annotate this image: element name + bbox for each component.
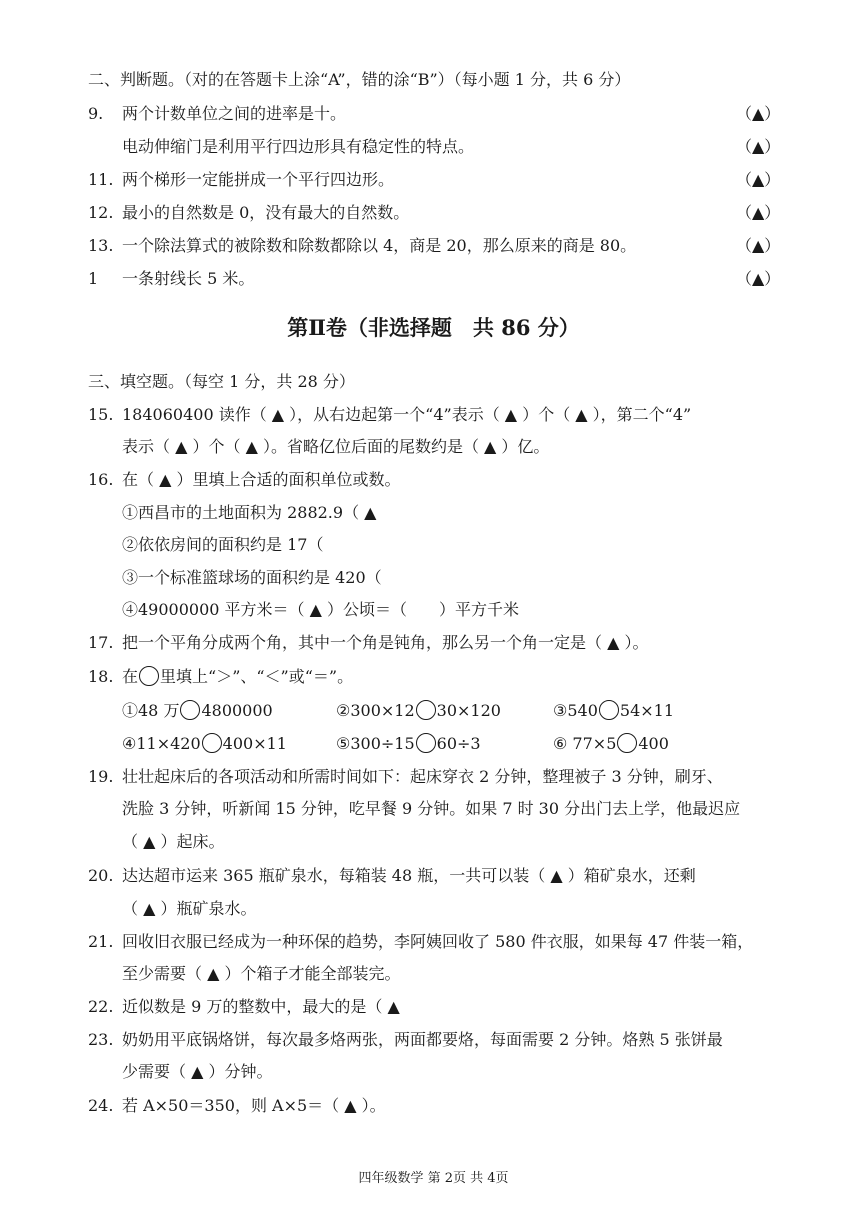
compare-right: 30×120 bbox=[436, 701, 501, 720]
question-15-line1 bbox=[88, 405, 691, 425]
question-19-line3: （ ▲ ）起床。 bbox=[122, 832, 225, 851]
question-23-line2: 少需要（ ▲ ）分钟。 bbox=[122, 1062, 273, 1081]
question-10 bbox=[88, 137, 474, 157]
question-21-line2: 至少需要（ ▲ ）个箱子才能全部装完。 bbox=[122, 964, 401, 983]
question-22 bbox=[88, 997, 400, 1017]
question-text: 一个除法算式的被除数和除数都除以 4，商是 20，那么原来的商是 80。 bbox=[122, 236, 637, 255]
question-21-line1 bbox=[88, 932, 753, 952]
question-14 bbox=[88, 269, 254, 289]
compare-left: ③540 bbox=[553, 701, 598, 720]
question-text: 把一个平角分成两个角，其中一个角是钝角，那么另一个角一定是（ ▲ ）。 bbox=[122, 633, 649, 652]
compare-item-1 bbox=[122, 700, 273, 721]
compare-left: ①48 万 bbox=[122, 701, 180, 720]
question-number: 12. bbox=[88, 203, 114, 222]
question-text: 两个计数单位之间的进率是十。 bbox=[122, 104, 347, 123]
question-13 bbox=[88, 236, 636, 256]
question-text: 回收旧衣服已经成为一种环保的趋势，李阿姨回收了 580 件衣服，如果每 47 件装一箱， bbox=[122, 932, 754, 951]
answer-mark: （▲） bbox=[736, 203, 781, 222]
compare-right: 400 bbox=[638, 734, 669, 753]
compare-circle-icon bbox=[599, 700, 619, 720]
question-20-line1 bbox=[88, 866, 696, 886]
question-16-sub2: ②依依房间的面积约是 17（ bbox=[122, 535, 324, 554]
question-number: 23. bbox=[88, 1030, 114, 1049]
answer-mark: （▲） bbox=[736, 236, 781, 255]
question-number: 20. bbox=[88, 866, 114, 885]
compare-left: ②300×12 bbox=[336, 701, 415, 720]
answer-mark: （▲） bbox=[736, 170, 781, 189]
question-number: 15. bbox=[88, 405, 114, 424]
question-23-line1 bbox=[88, 1030, 723, 1050]
question-number: 16. bbox=[88, 470, 114, 489]
question-24 bbox=[88, 1096, 386, 1116]
question-text: 近似数是 9 万的整数中，最大的是（ ▲ bbox=[122, 997, 400, 1016]
question-number: 1 bbox=[88, 269, 99, 288]
question-number: 21. bbox=[88, 932, 114, 951]
compare-left: ⑥ 77×5 bbox=[553, 734, 617, 753]
question-text: 最小的自然数是 0，没有最大的自然数。 bbox=[122, 203, 410, 222]
question-number: 22. bbox=[88, 997, 114, 1016]
compare-circle-icon bbox=[617, 733, 637, 753]
question-text: 壮壮起床后的各项活动和所需时间如下：起床穿衣 2 分钟，整理被子 3 分钟，刷牙、 bbox=[122, 767, 723, 786]
question-number: 11. bbox=[88, 170, 114, 189]
compare-left: ⑤300÷15 bbox=[336, 734, 415, 753]
question-18 bbox=[88, 666, 353, 687]
question-20-line2: （ ▲ ）瓶矿泉水。 bbox=[122, 899, 257, 918]
question-text: 若 A×50＝350，则 A×5＝（ ▲ ）。 bbox=[122, 1096, 386, 1115]
question-text: 两个梯形一定能拼成一个平行四边形。 bbox=[122, 170, 395, 189]
question-16-sub1: ①西昌市的土地面积为 2882.9（ ▲ bbox=[122, 503, 377, 522]
question-number: 17. bbox=[88, 633, 114, 652]
question-text: 达达超市运来 365 瓶矿泉水，每箱装 48 瓶，一共可以装（ ▲ ）箱矿泉水，还剩 bbox=[122, 866, 696, 885]
compare-item-2 bbox=[336, 700, 501, 721]
question-number: 9. bbox=[88, 104, 104, 123]
question-11 bbox=[88, 170, 394, 190]
question-16 bbox=[88, 470, 400, 490]
compare-right: 60÷3 bbox=[436, 734, 481, 753]
section3-header: 三、填空题。（每空 1 分，共 28 分） bbox=[88, 372, 355, 391]
question-text: 一条射线长 5 米。 bbox=[122, 269, 255, 288]
answer-mark: （▲） bbox=[736, 269, 781, 288]
question-16-sub4: ④49000000 平方米＝（ ▲ ）公顷＝（ ）平方千米 bbox=[122, 600, 520, 619]
answer-mark: （▲） bbox=[736, 104, 781, 123]
page-footer: 四年级数学 第 2页 共 4页 bbox=[358, 1171, 509, 1186]
question-9 bbox=[88, 104, 346, 124]
question-text: 在（ ▲ ）里填上合适的面积单位或数。 bbox=[122, 470, 401, 489]
compare-left: ④11×420 bbox=[122, 734, 201, 753]
question-12 bbox=[88, 203, 409, 223]
question-15-line2: 表示（ ▲ ）个（ ▲ ）。省略亿位后面的尾数约是（ ▲ ）亿。 bbox=[122, 437, 550, 456]
compare-item-4 bbox=[122, 733, 287, 754]
compare-item-6 bbox=[553, 733, 669, 754]
compare-item-3 bbox=[553, 700, 674, 721]
answer-mark: （▲） bbox=[736, 137, 781, 156]
question-number: 24. bbox=[88, 1096, 114, 1115]
compare-circle-icon bbox=[416, 733, 436, 753]
question-number: 18. bbox=[88, 667, 114, 686]
question-text: 里填上“＞”、“＜”或“＝”。 bbox=[160, 667, 354, 686]
question-19-line1 bbox=[88, 767, 723, 787]
compare-item-5 bbox=[336, 733, 481, 754]
compare-right: 400×11 bbox=[222, 734, 287, 753]
question-lead: 在 bbox=[122, 667, 139, 686]
question-text: 奶奶用平底锅烙饼，每次最多烙两张，两面都要烙，每面需要 2 分钟。烙熟 5 张饼最 bbox=[122, 1030, 723, 1049]
question-text: 184060400 读作（ ▲ ），从右边起第一个“4”表示（ ▲ ）个（ ▲ ），第二个“4” bbox=[122, 405, 692, 424]
compare-right: 54×11 bbox=[619, 701, 675, 720]
compare-circle-icon bbox=[180, 700, 200, 720]
question-19-line2: 洗脸 3 分钟，听新闻 15 分钟，吃早餐 9 分钟。如果 7 时 30 分出门去上学，他最迟应 bbox=[122, 799, 741, 818]
compare-circle-icon bbox=[139, 666, 159, 686]
question-number: 19. bbox=[88, 767, 114, 786]
part2-title: 第Ⅱ卷（非选择题 共 86 分） bbox=[287, 315, 580, 340]
question-16-sub3: ③一个标准篮球场的面积约是 420（ bbox=[122, 568, 382, 587]
question-17 bbox=[88, 633, 648, 653]
compare-circle-icon bbox=[416, 700, 436, 720]
compare-circle-icon bbox=[202, 733, 222, 753]
question-text: 电动伸缩门是利用平行四边形具有稳定性的特点。 bbox=[122, 137, 475, 156]
section2-header: 二、判断题。（对的在答题卡上涂“A”，错的涂“B”）（每小题 1 分，共 6 分） bbox=[88, 70, 631, 89]
question-number: 13. bbox=[88, 236, 114, 255]
compare-right: 4800000 bbox=[201, 701, 273, 720]
